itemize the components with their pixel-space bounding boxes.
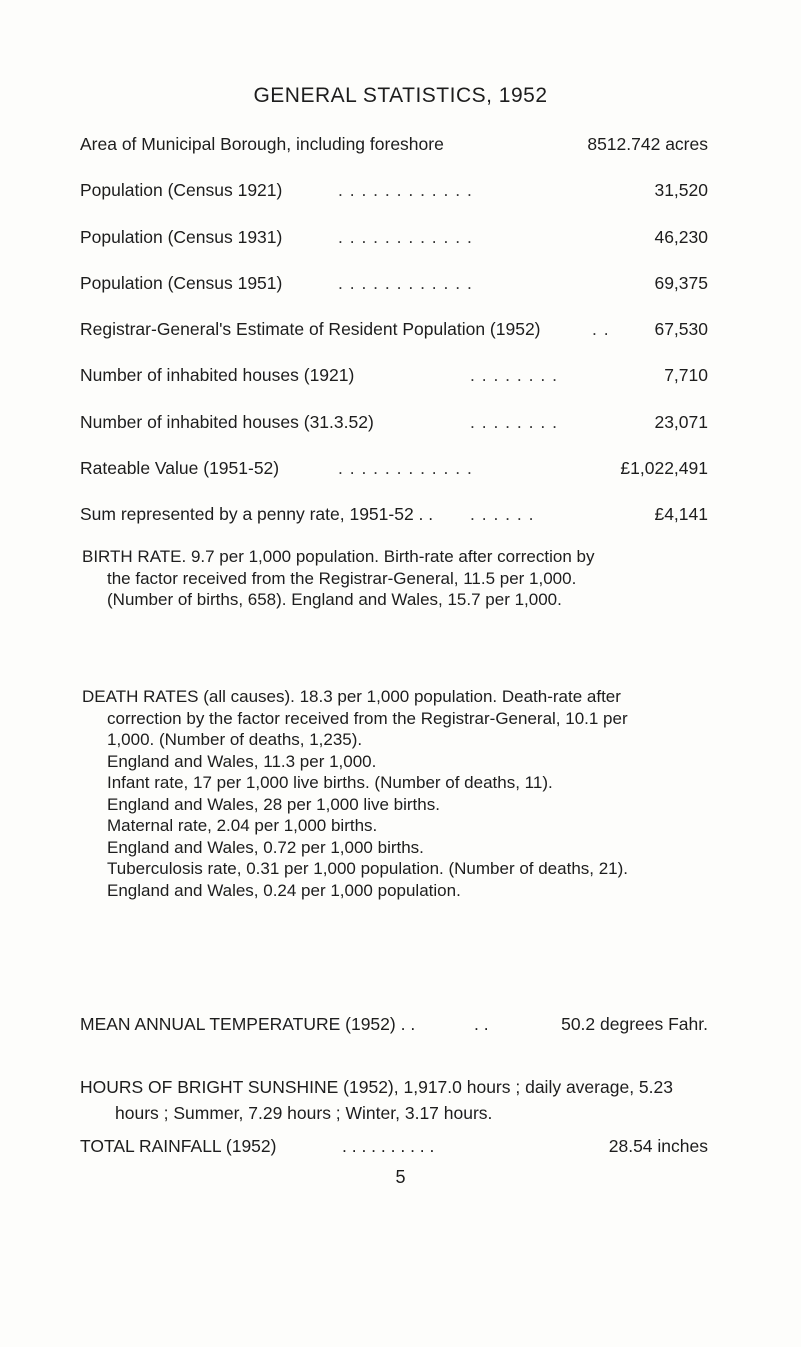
stat-label: Registrar-General's Estimate of Resident Population (1952) [80, 319, 541, 340]
stat-label: Rateable Value (1951-52) [80, 458, 280, 479]
stat-row-rateable-value [80, 452, 708, 498]
stat-value: 7,710 [664, 365, 708, 386]
stat-value: 8512.742 acres [587, 134, 708, 154]
birth-rate-section [82, 546, 610, 611]
death-rate-line: Maternal rate, 2.04 per 1,000 births. [107, 816, 378, 835]
stat-label: Number of inhabited houses (31.3.52) [80, 411, 374, 432]
sunshine-section [80, 1074, 710, 1126]
stat-row-houses-1952 [80, 406, 708, 452]
stat-value: 31,520 [654, 180, 708, 201]
stat-label: Number of inhabited houses (1921) [80, 365, 355, 386]
death-rate-line: England and Wales, 28 per 1,000 live births. [107, 794, 440, 814]
death-rate-line: England and Wales, 0.24 per 1,000 population. [107, 880, 461, 900]
leader-dots: . . . . . . . . . . [342, 1136, 435, 1156]
stat-label: Area of Municipal Borough, including foreshore [80, 134, 444, 154]
leader-dots: . . . . . . . . . . . . [338, 458, 473, 479]
stat-label: Population (Census 1931) [80, 226, 283, 247]
page-number: 5 [395, 1167, 406, 1187]
stat-value: 67,530 [654, 319, 708, 340]
rainfall-row [80, 1136, 708, 1157]
sunshine-text: HOURS OF BRIGHT SUNSHINE (1952), 1,917.0 hours ; daily average, 5.23 hours ; Summer, 7.29 hours ; Winter, 3.17 hours. [80, 1077, 673, 1123]
statistics-table [80, 128, 708, 545]
stat-row-area [80, 128, 708, 174]
death-rate-line: Infant rate, 17 per 1,000 live births. (Number of deaths, 11). [107, 773, 553, 792]
stat-value: 46,230 [654, 226, 708, 247]
stat-value: 23,071 [654, 411, 708, 432]
stat-row-population-1921 [80, 174, 708, 220]
leader-dots: . . . . . . . . . . . . [338, 272, 473, 293]
rainfall-value: 28.54 inches [608, 1136, 708, 1156]
stat-row-houses-1921 [80, 359, 708, 405]
death-rates-section [82, 686, 630, 901]
mean-temperature-label: MEAN ANNUAL TEMPERATURE (1952) . . [80, 1014, 416, 1034]
mean-temperature-row [80, 1014, 708, 1035]
leader-dots: . . [474, 1014, 489, 1034]
mean-temperature-value: 50.2 degrees Fahr. [561, 1014, 708, 1034]
death-rate-line: England and Wales, 0.72 per 1,000 births. [107, 837, 424, 857]
stat-label: Population (Census 1921) [80, 180, 283, 201]
stat-label: Population (Census 1951) [80, 272, 283, 293]
death-rate-line: Tuberculosis rate, 0.31 per 1,000 population. (Number of deaths, 21). [107, 859, 629, 878]
leader-dots: . . . . . . . . . . . . [338, 226, 473, 247]
leader-dots: . . [592, 319, 610, 340]
stat-value: 69,375 [654, 272, 708, 293]
leader-dots: . . . . . . . . . . . . [338, 180, 473, 201]
page-title: GENERAL STATISTICS, 1952 [253, 84, 548, 107]
stat-row-population-1951 [80, 267, 708, 313]
leader-dots: . . . . . . . . [470, 365, 558, 386]
rainfall-label: TOTAL RAINFALL (1952) [80, 1136, 277, 1156]
death-rates-heading: DEATH RATES (all causes). 18.3 per 1,000 population. Death-rate after correction by the factor received from the Registrar-General, 10.1 per 1,000. (Number of deaths, 1,235). [82, 687, 628, 749]
birth-rate-text: BIRTH RATE. 9.7 per 1,000 population. Birth-rate after correction by the factor received from the Registrar-General, 11.5 per 1,000. (Number of births, 658). England and Wales, 15.7 per 1,000. [82, 547, 595, 609]
stat-row-registrar-estimate [80, 313, 708, 359]
leader-dots: . . . . . . [470, 504, 535, 525]
death-rate-line: England and Wales, 11.3 per 1,000. [107, 751, 377, 771]
stat-value: £4,141 [654, 504, 708, 525]
leader-dots: . . . . . . . . [470, 411, 558, 432]
stat-label: Sum represented by a penny rate, 1951-52 . . [80, 504, 434, 525]
stat-value: £1,022,491 [620, 458, 708, 479]
stat-row-penny-rate [80, 498, 708, 544]
stat-row-population-1931 [80, 221, 708, 267]
